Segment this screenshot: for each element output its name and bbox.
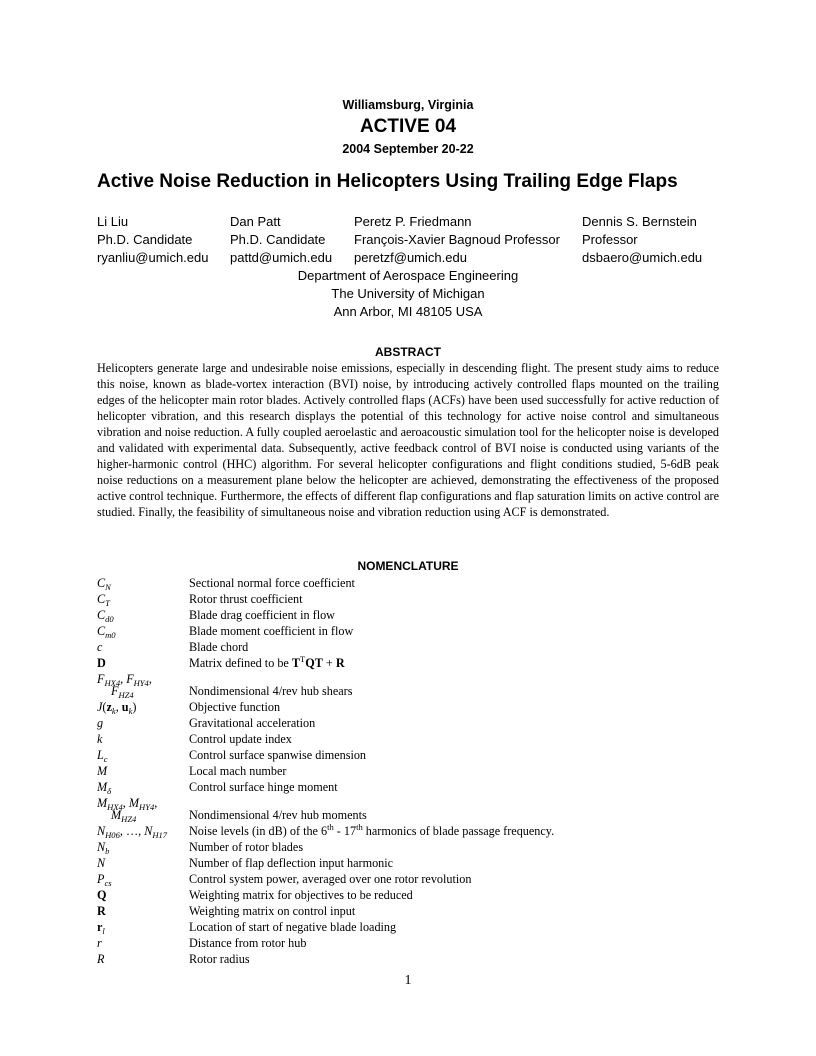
author-name: Li Liu — [97, 214, 129, 229]
nomenclature-symbol: $N_{H06}$, …, $N_{H17}$ — [97, 824, 168, 840]
nomenclature-symbol: g — [97, 716, 104, 730]
nomenclature-symbol: $L_c$ — [97, 748, 108, 764]
affiliation — [0, 267, 816, 321]
nomenclature-definition: Blade chord — [189, 640, 249, 654]
nomenclature-definition: Objective function — [189, 700, 281, 714]
nomenclature-definition: Rotor radius — [189, 952, 250, 966]
abstract-heading: ABSTRACT — [375, 345, 441, 359]
nomenclature-definition: Control system power, averaged over one rotor revolution — [189, 872, 472, 886]
author-name: Dennis S. Bernstein — [582, 214, 697, 229]
conference-location: Williamsburg, Virginia — [342, 98, 474, 112]
nomenclature-symbol: N — [97, 856, 106, 870]
nomenclature-symbol: $M_{HX4}$, $M_{HY4}$, — [97, 796, 158, 812]
nomenclature-symbol: $F_{HZ4}$ — [111, 684, 134, 700]
nomenclature-definition: Blade moment coefficient in flow — [189, 624, 354, 638]
nomenclature-definition: Rotor thrust coefficient — [189, 592, 303, 606]
nomenclature-symbol: r — [97, 936, 102, 950]
nomenclature-definition: Location of start of negative blade loading — [189, 920, 397, 934]
department: Department of Aerospace Engineering — [297, 268, 519, 283]
nomenclature-symbol: $J(z_k$, $u_k$) — [97, 700, 137, 716]
conference-date: 2004 September 20-22 — [342, 142, 474, 156]
nomenclature-symbol: Q — [97, 888, 107, 902]
nomenclature-definition: Nondimensional 4/rev hub moments — [189, 808, 367, 822]
author-block — [582, 213, 702, 267]
nomenclature-symbol: $N_b$ — [97, 840, 110, 856]
nomenclature-definition: Local mach number — [189, 764, 287, 778]
author-position: Ph.D. Candidate — [230, 232, 326, 247]
author-block — [230, 213, 332, 267]
nomenclature-definition: Blade drag coefficient in flow — [189, 608, 335, 622]
nomenclature-symbol: $M_{HZ4}$ — [111, 808, 137, 824]
author-position: Professor — [582, 232, 638, 247]
author-block — [97, 213, 208, 267]
nomenclature-symbol: $M_\delta$ — [97, 780, 112, 796]
nomenclature-symbol: R — [97, 904, 106, 918]
nomenclature-symbol: $F_{HX4}$, $F_{HY4}$, — [97, 672, 152, 688]
nomenclature-symbol: $C_{m0}$ — [97, 624, 116, 640]
nomenclature-definition: Control update index — [189, 732, 292, 746]
nomenclature-symbol: $C_{d0}$ — [97, 608, 114, 624]
nomenclature-symbol: $P_{cs}$ — [97, 872, 112, 888]
abstract-text: Helicopters generate large and undesirable noise emissions, especially in descending flight. The present study aims to reduce this noise, known as blade-vortex interaction (BVI) noise, by introducing actively controlled flaps mounted on the trailing edges of the helicopter main rotor blades. Actively controlled flaps (ACFs) have been used successfully for active reduction of helicopter vibration, and this research displays the potential of this technology for active noise control and simultaneous vibration and noise reduction. A fully coupled aeroelastic and aeroacoustic simulation tool for the helicopter noise is developed and validated with experimental data. Subsequently, active feedback control of BVI noise is conducted using variants of the higher-harmonic control (HHC) algorithm. For several helicopter configurations and flight conditions studied, 5-6dB peak noise reductions on a measurement plane below the helicopter are achieved, demonstrating the effectiveness of the proposed active control technique. Furthermore, the effects of different flap configurations and flap saturation limits on active control are studied. Finally, the feasibility of simultaneous noise and vibration reduction using ACF is demonstrated. — [97, 361, 719, 519]
nomenclature-definition: Distance from rotor hub — [189, 936, 307, 950]
nomenclature-definition: Number of flap deflection input harmonic — [189, 856, 394, 870]
paper-title: Active Noise Reduction in Helicopters Using Trailing Edge Flaps — [97, 171, 678, 192]
nomenclature-symbol: $C_N$ — [97, 576, 111, 592]
nomenclature-symbol: M — [97, 764, 108, 778]
nomenclature-definition: Noise levels (in dB) of the 6th - 17th harmonics of blade passage frequency. — [189, 822, 555, 838]
author-name: Peretz P. Friedmann — [354, 214, 472, 229]
author-position: François-Xavier Bagnoud Professor — [354, 232, 560, 247]
address: Ann Arbor, MI 48105 USA — [333, 304, 483, 319]
author-email: ryanliu@umich.edu — [97, 250, 209, 265]
author-email: peretzf@umich.edu — [354, 250, 467, 265]
nomenclature-definition: Weighting matrix for objectives to be reduced — [189, 888, 413, 902]
page-number: 1 — [404, 973, 412, 988]
nomenclature-definition: Gravitational acceleration — [189, 716, 316, 730]
nomenclature-definition: Sectional normal force coefficient — [189, 576, 355, 590]
conference-name: ACTIVE 04 — [359, 116, 457, 137]
nomenclature-definition: Number of rotor blades — [189, 840, 304, 854]
nomenclature-definition: Weighting matrix on control input — [189, 904, 356, 918]
author-block — [354, 213, 560, 267]
nomenclature-definition: Nondimensional 4/rev hub shears — [189, 684, 353, 698]
nomenclature-definition: Matrix defined to be $T^TQT + R$ — [189, 654, 345, 670]
nomenclature-heading: NOMENCLATURE — [357, 559, 459, 573]
nomenclature-symbol: k — [97, 732, 103, 746]
nomenclature-definition: Control surface hinge moment — [189, 780, 338, 794]
university: The University of Michigan — [331, 286, 485, 301]
nomenclature-symbol: $r_l$ — [97, 920, 105, 936]
author-name: Dan Patt — [230, 214, 281, 229]
nomenclature-symbol: R — [97, 952, 105, 966]
author-position: Ph.D. Candidate — [97, 232, 193, 247]
nomenclature-definition: Control surface spanwise dimension — [189, 748, 367, 762]
nomenclature-symbol: c — [97, 640, 103, 654]
nomenclature-symbol: D — [97, 656, 106, 670]
author-email: dsbaero@umich.edu — [582, 250, 703, 265]
author-email: pattd@umich.edu — [230, 250, 333, 265]
nomenclature-symbol: $C_T$ — [97, 592, 110, 608]
